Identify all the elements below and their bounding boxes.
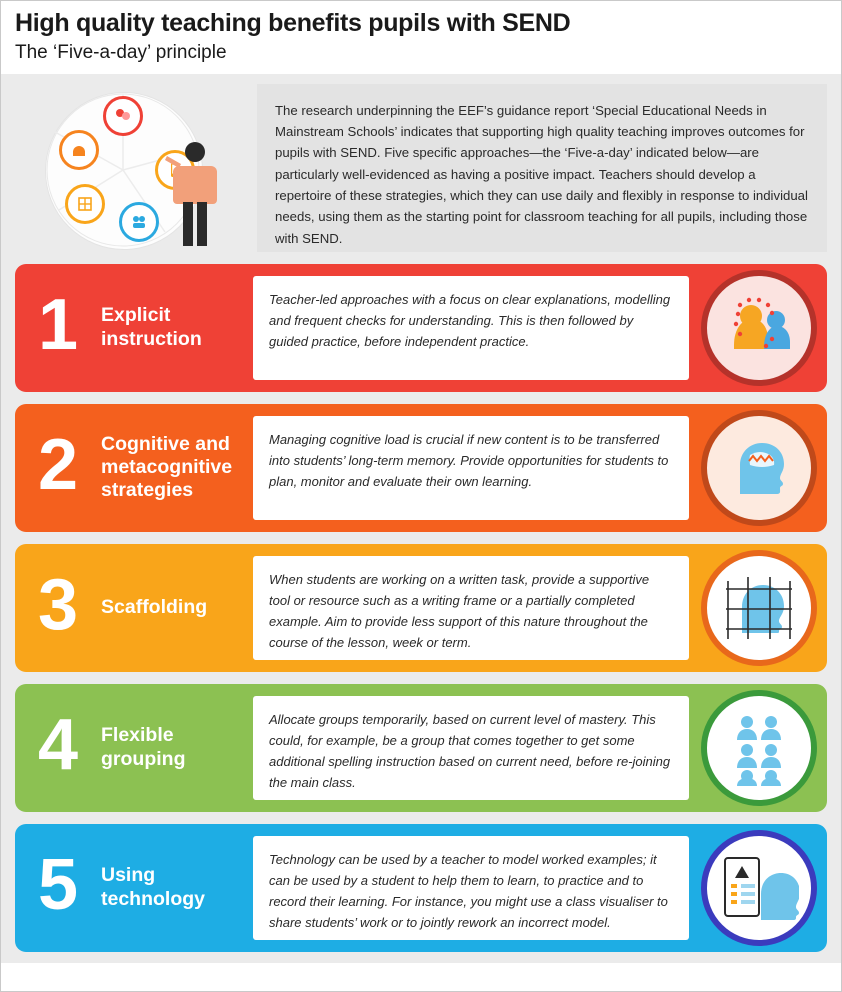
wheel-icon-explicit-instruction <box>103 96 143 136</box>
wheel-icon-cognitive <box>59 130 99 170</box>
row-scaffolding[interactable] <box>15 544 827 672</box>
row-description: Teacher-led approaches with a focus on clear explanations, modelling and frequent checks for understanding. This is then followed by guided practice, before independent practice. <box>253 276 689 380</box>
head-with-scaffold-icon <box>701 550 817 666</box>
header <box>1 1 841 74</box>
wheel-icon-flexible-grouping <box>119 202 159 242</box>
tablet-and-head-icon <box>701 830 817 946</box>
two-heads-talking-icon <box>701 270 817 386</box>
row-description: Technology can be used by a teacher to model worked examples; it can be used by a student to help them to learn, to practice and to record their learning. For instance, you might use a class visualiser to share students’ work or to jointly rework an incorrect model. <box>253 836 689 940</box>
people-group-icon <box>701 690 817 806</box>
five-a-day-rows <box>15 264 827 952</box>
row-number: 1 <box>37 284 79 365</box>
row-cognitive-metacognitive[interactable] <box>15 404 827 532</box>
row-number: 3 <box>37 564 79 645</box>
row-description: Managing cognitive load is crucial if new content is to be transferred into students’ long-term memory. Provide opportunities for students to plan, monitor and evaluate their own learning. <box>253 416 689 520</box>
row-description: When students are working on a written task, provide a supportive tool or resource such as a writing frame or a partially completed example. Aim to provide less support of this nature throughout the course of the lesson, week or term. <box>253 556 689 660</box>
row-title: Flexible grouping <box>101 724 186 770</box>
row-using-technology[interactable] <box>15 824 827 952</box>
row-explicit-instruction[interactable] <box>15 264 827 392</box>
row-number: 4 <box>37 704 79 785</box>
page-title: High quality teaching benefits pupils with SEND <box>15 9 571 37</box>
intro-row <box>15 84 827 252</box>
wheel-icon-scaffolding <box>65 184 105 224</box>
page-subtitle: The ‘Five-a-day’ principle <box>15 41 227 63</box>
head-with-brain-icon <box>701 410 817 526</box>
row-title: Scaffolding <box>101 595 208 618</box>
intro-paragraph: The research underpinning the EEF’s guidance report ‘Special Educational Needs in Mainstream Schools’ indicates that supporting high quality teaching improves outcomes for pupils with SEND. Five specific approaches—the ‘Five-a-day’ indicated below—are particularly well-evidenced as having a positive impact. Teachers should develop a repertoire of these strategies, which they can use daily and flexibly in response to individual needs, using them as the starting point for classroom teaching for all pupils, including those with SEND. <box>257 84 827 252</box>
row-description: Allocate groups temporarily, based on current level of mastery. This could, for example, be a group that comes together to get some additional spelling instruction based on current need, before re-joining the main class. <box>253 696 689 800</box>
row-title: Cognitive and metacognitive strategies <box>101 432 233 502</box>
five-a-day-wheel-illustration <box>15 84 245 252</box>
teacher-figure-illustration <box>165 136 225 248</box>
row-title: Using technology <box>101 864 206 910</box>
row-flexible-grouping[interactable] <box>15 684 827 812</box>
row-title: Explicit instruction <box>101 304 202 350</box>
row-number: 5 <box>37 844 79 925</box>
row-number: 2 <box>37 424 79 505</box>
body-panel <box>1 74 841 963</box>
